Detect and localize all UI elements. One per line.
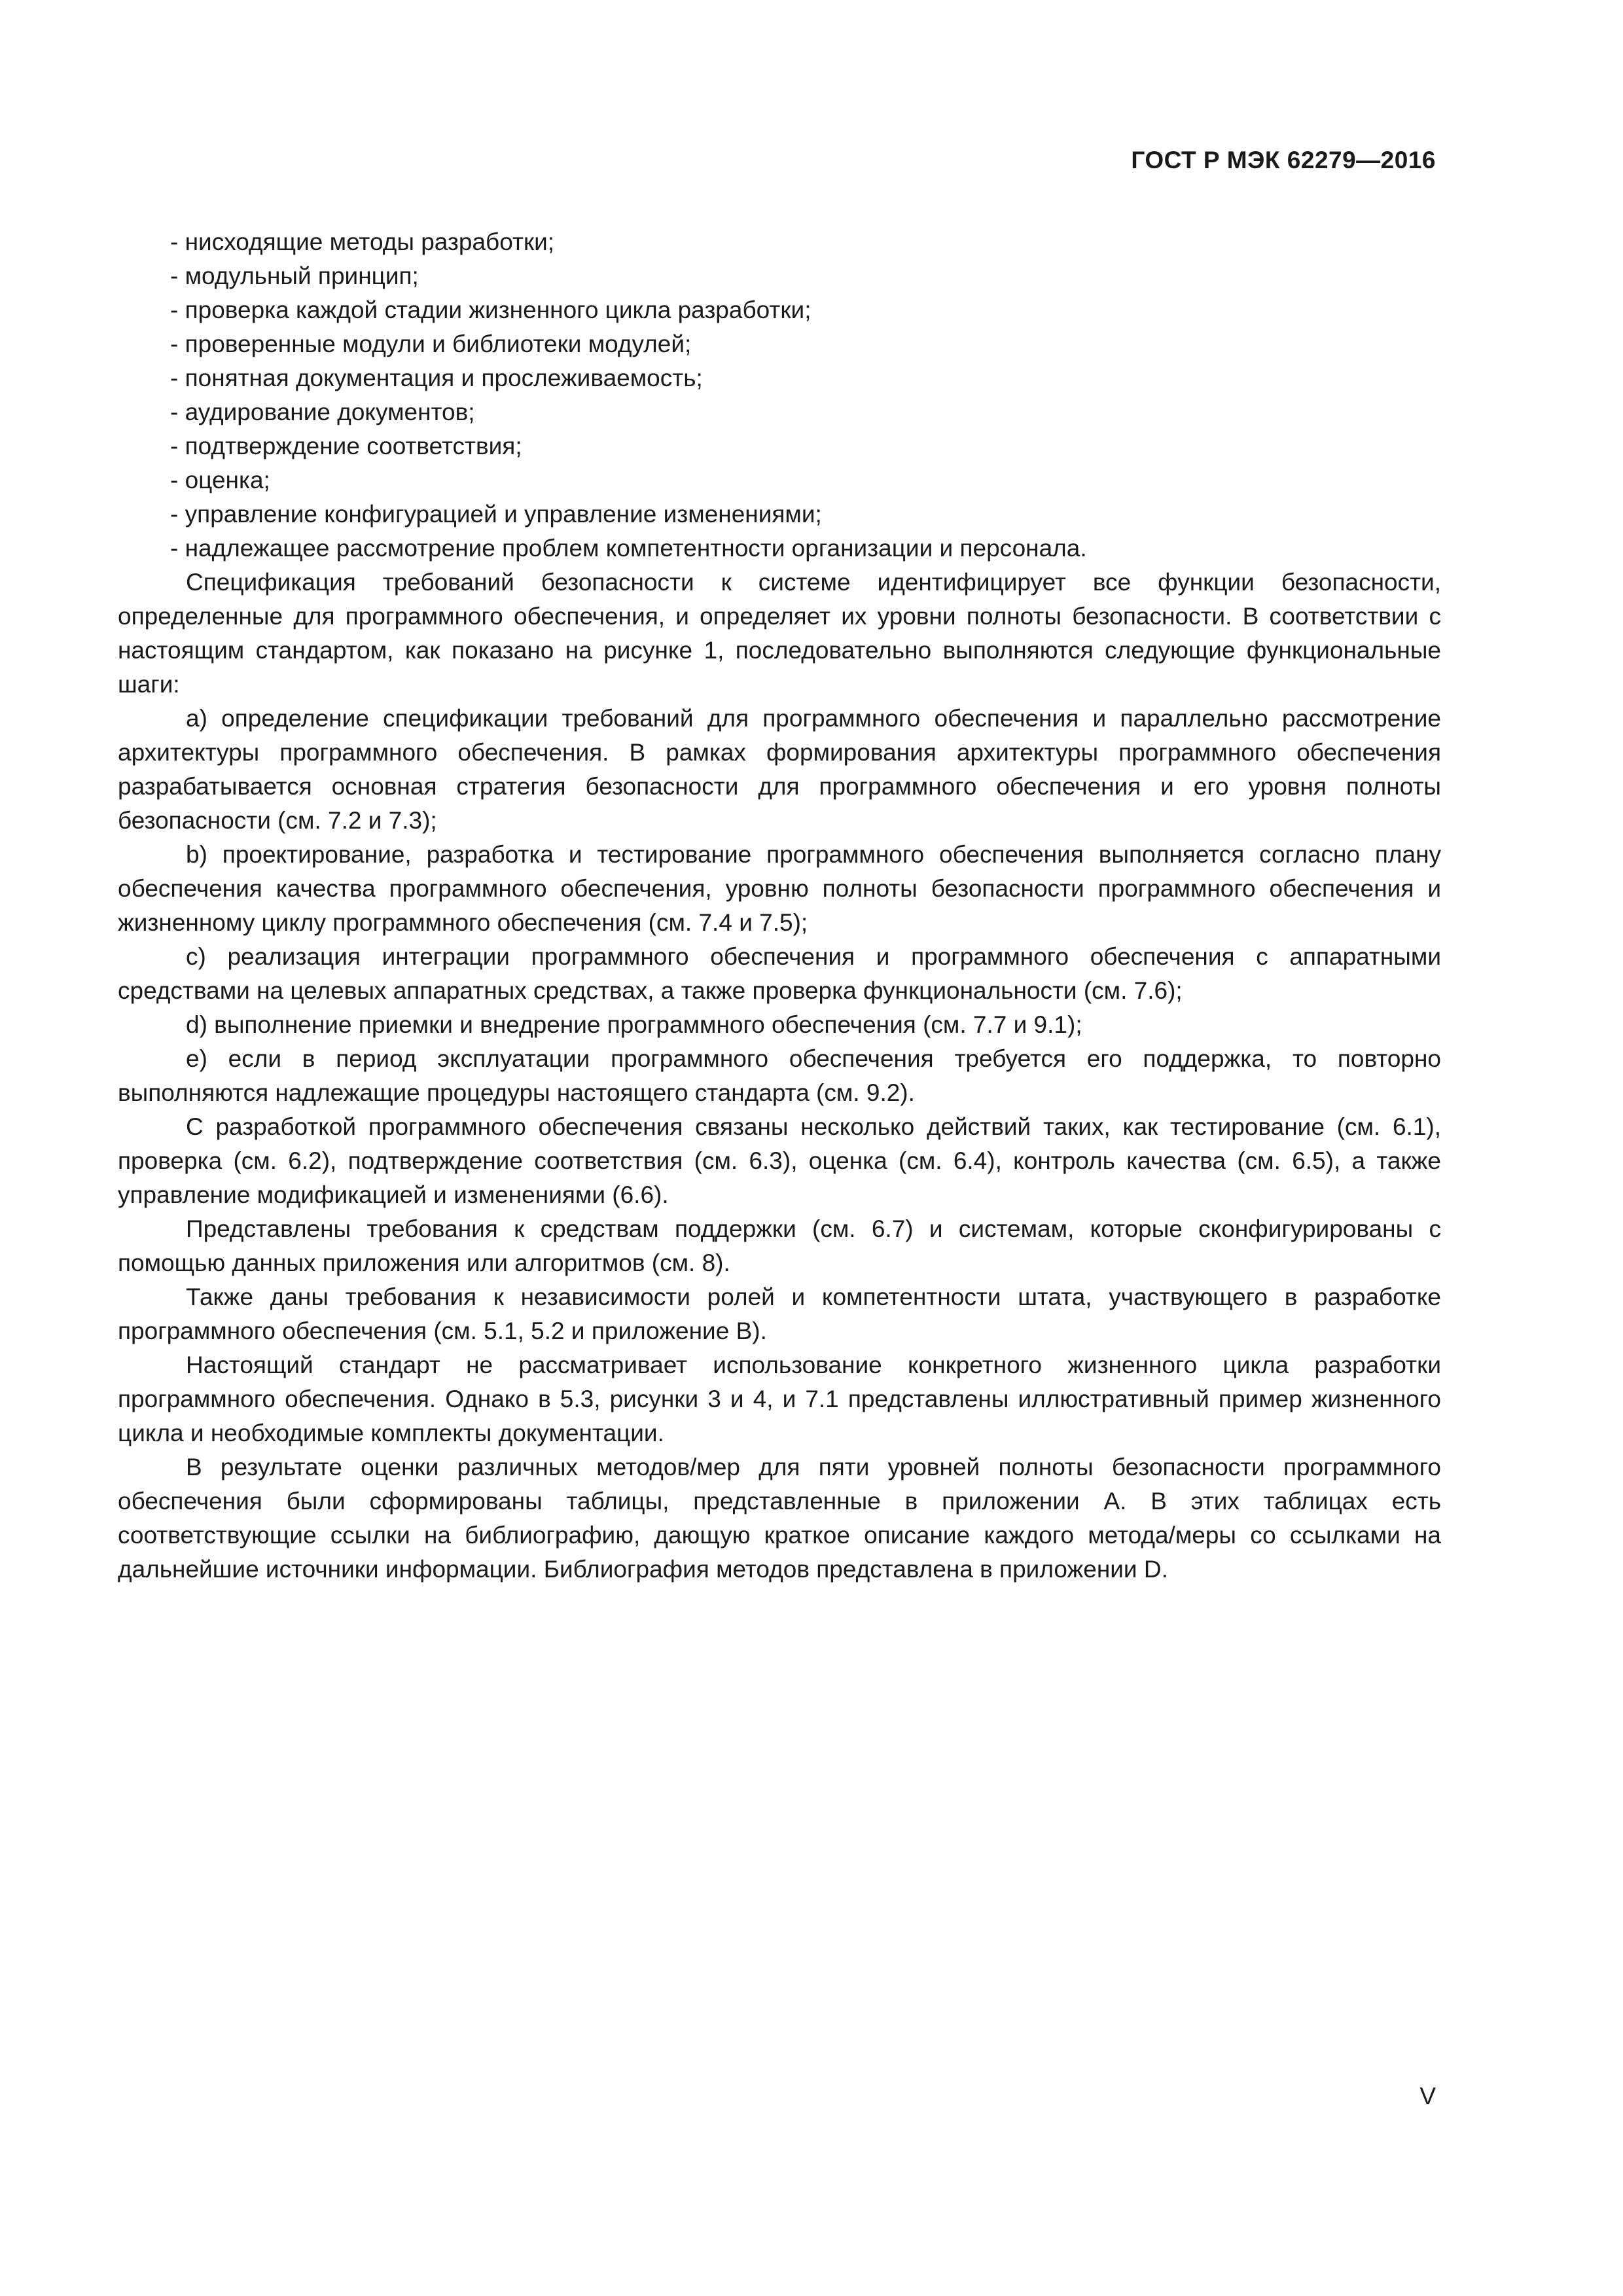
paragraph-lifecycle: Настоящий стандарт не рассматривает использование конкретного жизненного цикла разработки программного обеспечения. Однако в 5.3, рисунки 3 и 4, и 7.1 представлены иллюстративный пример жизненного цикла и необходимые комплекты документации. — [118, 1352, 1441, 1446]
document-code-header: ГОСТ Р МЭК 62279—2016 — [1131, 147, 1436, 173]
bullet-list — [118, 225, 1441, 565]
paragraph-related-activities: С разработкой программного обеспечения связаны несколько действий таких, как тестирование (см. 6.1), проверка (см. 6.2), подтверждение соответствия (см. 6.3), оценка (см. 6.4), контроль качества (см. 6.5), а также управление модификацией и изменениями (6.6). — [118, 1113, 1441, 1208]
paragraph-step-d: d) выполнение приемки и внедрение программного обеспечения (см. 7.7 и 9.1); — [186, 1011, 1082, 1038]
paragraph-step-b: b) проектирование, разработка и тестирование программного обеспечения выполняется согласно плану обеспечения качества программного обеспечения, уровню полноты безопасности программного обеспечения и жизненному циклу программного обеспечения (см. 7.4 и 7.5); — [118, 841, 1441, 936]
paragraph-independence: Также даны требования к независимости ролей и компетентности штата, участвующего в разработке программного обеспечения (см. 5.1, 5.2 и приложение В). — [118, 1283, 1441, 1344]
list-item: - подтверждение соответствия; — [170, 433, 522, 459]
list-item: - нисходящие методы разработки; — [170, 228, 555, 255]
paragraph-tables: В результате оценки различных методов/мер для пяти уровней полноты безопасности программного обеспечения были сформированы таблицы, представленные в приложении А. В этих таблицах есть соответствующие ссылки на библиографию, дающую краткое описание каждого метода/меры со ссылками на дальнейшие источники информации. Библиография методов представлена в приложении D. — [118, 1454, 1441, 1583]
list-item: - понятная документация и прослеживаемость; — [170, 365, 703, 391]
list-item: - модульный принцип; — [170, 262, 419, 289]
list-item: - управление конфигурацией и управление изменениями; — [170, 501, 822, 528]
paragraph-step-c: c) реализация интеграции программного обеспечения и программного обеспечения с аппаратными средствами на целевых аппаратных средствах, а также проверка функциональности (см. 7.6); — [118, 943, 1441, 1004]
list-item: - проверенные модули и библиотеки модулей; — [170, 331, 692, 357]
list-item: - надлежащее рассмотрение проблем компетентности организации и персонала. — [170, 535, 1087, 562]
paragraph-support-tools: Представлены требования к средствам поддержки (см. 6.7) и системам, которые сконфигурированы с помощью данных приложения или алгоритмов (см. 8). — [118, 1215, 1441, 1276]
paragraph-safety-spec: Спецификация требований безопасности к системе идентифицирует все функции безопасности, определенные для программного обеспечения, и определяет их уровни полноты безопасности. В соответствии с настоящим стандартом, как показано на рисунке 1, последовательно выполняются следующие функциональные шаги: — [118, 569, 1441, 698]
list-item: - проверка каждой стадии жизненного цикла разработки; — [170, 296, 812, 323]
list-item: - аудирование документов; — [170, 399, 475, 425]
list-item: - оценка; — [170, 467, 270, 493]
paragraph-step-a: а) определение спецификации требований для программного обеспечения и параллельно рассмотрение архитектуры программного обеспечения. В рамках формирования архитектуры программного обеспечения разрабатывается основная стратегия безопасности для программного обеспечения и его уровня полноты безопасности (см. 7.2 и 7.3); — [118, 705, 1441, 834]
page-number: V — [1419, 2083, 1436, 2109]
paragraph-step-e: e) если в период эксплуатации программного обеспечения требуется его поддержка, то повторно выполняются надлежащие процедуры настоящего стандарта (см. 9.2). — [118, 1045, 1441, 1106]
body-text — [118, 225, 1441, 1587]
